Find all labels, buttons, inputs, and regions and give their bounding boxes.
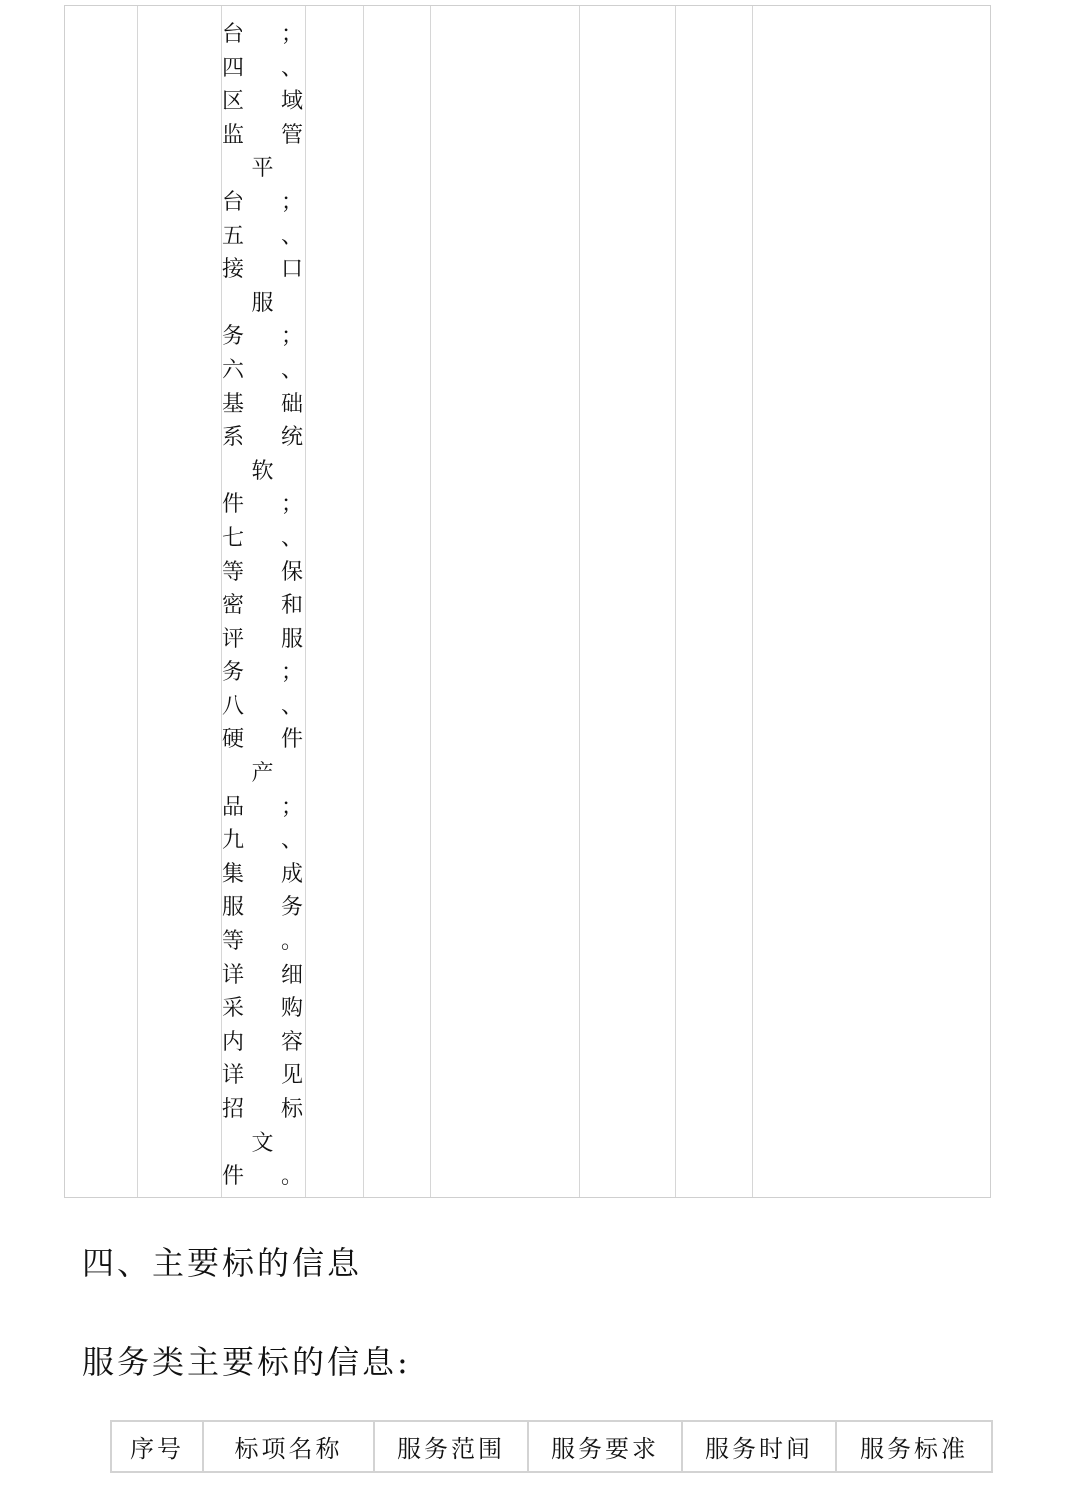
header-serial-number: 序号 <box>111 1421 203 1472</box>
procurement-content-cell <box>222 18 304 1194</box>
cell-text-line: 详见 <box>222 1063 304 1089</box>
column-divider <box>305 6 306 1197</box>
header-service-requirements: 服务要求 <box>528 1421 682 1472</box>
cell-text-line: 基础 <box>222 391 304 417</box>
cell-text-line: 等保 <box>222 559 304 585</box>
procurement-table-continuation <box>64 5 991 1198</box>
header-item-name: 标项名称 <box>203 1421 374 1472</box>
section-heading: 四、主要标的信息 <box>82 1244 363 1282</box>
cell-text-line: 软 <box>251 458 275 484</box>
cell-text-line: 采购 <box>222 996 304 1022</box>
cell-text-line: 平 <box>251 156 275 182</box>
cell-text-line: 招标 <box>222 1097 304 1122</box>
column-divider <box>363 6 364 1197</box>
header-service-standard: 服务标准 <box>836 1421 992 1472</box>
cell-text-line: 件； <box>222 492 304 518</box>
cell-text-line: 服务 <box>222 895 304 921</box>
cell-text-line: 内容 <box>222 1029 304 1055</box>
cell-text-line: 台； <box>222 189 304 215</box>
cell-text-line: 接口 <box>222 257 304 283</box>
cell-text-line: 区域 <box>222 89 304 115</box>
column-divider <box>579 6 580 1197</box>
cell-text-line: 四、 <box>222 55 304 81</box>
cell-text-line: 台； <box>222 22 304 47</box>
column-divider <box>430 6 431 1197</box>
cell-text-line: 品； <box>222 794 304 820</box>
cell-text-line: 件。 <box>222 1164 304 1190</box>
cell-text-line: 服 <box>251 290 275 316</box>
service-items-table <box>110 1420 993 1473</box>
cell-text-line: 密和 <box>222 593 304 619</box>
header-service-scope: 服务范围 <box>374 1421 528 1472</box>
cell-text-line: 务； <box>222 660 304 686</box>
cell-text-line: 详细 <box>222 962 304 988</box>
cell-text-line: 文 <box>251 1130 275 1156</box>
cell-text-line: 八、 <box>222 693 304 719</box>
sub-heading: 服务类主要标的信息: <box>82 1343 411 1381</box>
cell-text-line: 九、 <box>222 828 304 854</box>
cell-text-line: 七、 <box>222 525 304 551</box>
cell-text-line: 务； <box>222 324 304 350</box>
cell-text-line: 监管 <box>222 122 304 148</box>
cell-text-line: 六、 <box>222 357 304 383</box>
header-service-time: 服务时间 <box>682 1421 836 1472</box>
cell-text-line: 五、 <box>222 223 304 249</box>
cell-text-line: 集成 <box>222 861 304 887</box>
table-header-row <box>111 1421 992 1472</box>
cell-text-line: 评服 <box>222 626 304 652</box>
cell-text-line: 系统 <box>222 425 304 451</box>
cell-text-line: 等。 <box>222 929 304 955</box>
cell-text-line: 产 <box>251 761 275 787</box>
column-divider <box>137 6 138 1197</box>
column-divider <box>752 6 753 1197</box>
cell-text-line: 硬件 <box>222 727 304 753</box>
column-divider <box>675 6 676 1197</box>
